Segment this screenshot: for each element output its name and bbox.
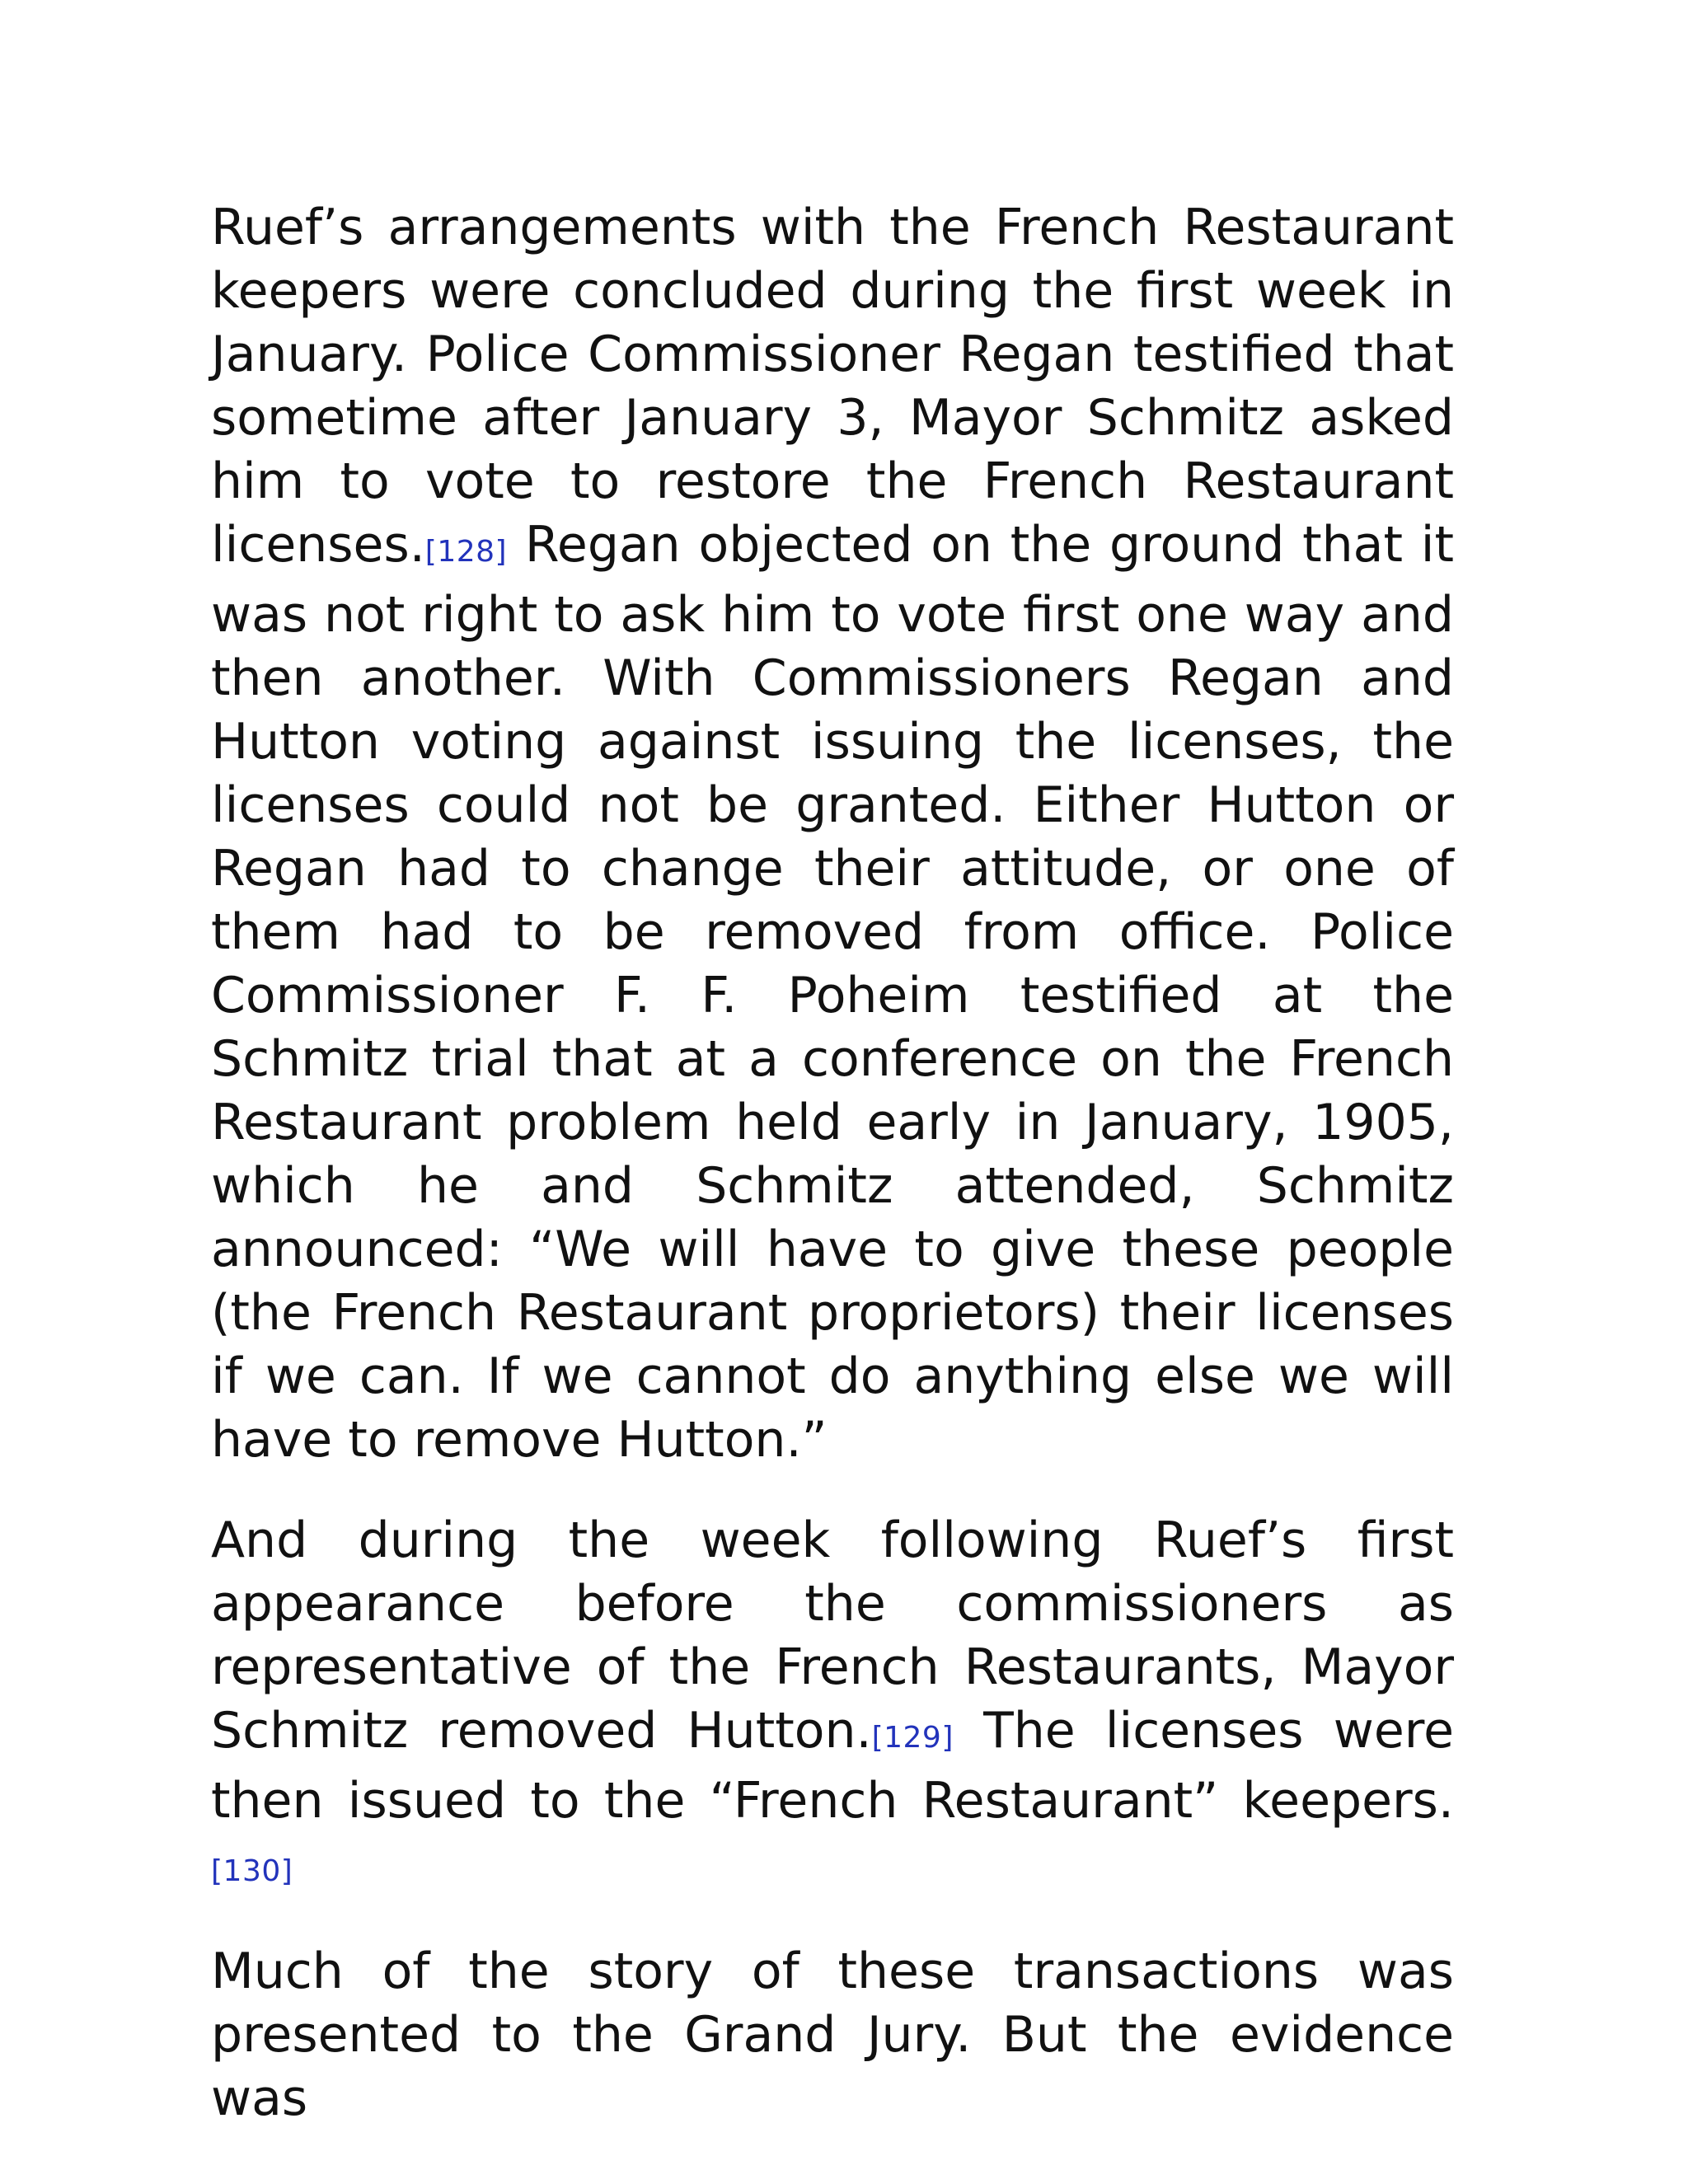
paragraph-2 [211,1509,1454,1903]
paragraph-text: Much of the story of these transactions was presented to the Grand Jury. But the evidence was [211,1943,1454,2127]
paragraph-text: And during the week following Ruef’s first appearance before the commissioners as representative of the French Restaurants, Mayor Schmitz removed Hutton. [211,1511,1454,1760]
paragraph-text: Ruef’s arrangements with the French Restaurant keepers were concluded during the first week in January. Police Commissioner Regan testified that sometime after January 3, Mayor Schmitz asked him to vote to restore the French Restaurant licenses. [211,199,1454,574]
paragraph-text: The licenses were then issued to the “French Restaurant” keepers. [211,1702,1454,1830]
paragraph-text: Regan objected on the ground that it was not right to ask him to vote first one way and then another. With Commissioners Regan and Hutton voting against issuing the licenses, the licenses could not be granted. Either Hutton or Regan had to change their attitude, or one of them had to be removed from office. Police Commissioner F. F. Poheim testified at the Schmitz trial that at a conference on the French Restaurant problem held early in January, 1905, which he and Schmitz attended, Schmitz announced: “We will have to give these people (the French Restaurant proprietors) their licenses if we can. If we cannot do anything else we will have to remove Hutton.” [211,516,1454,1469]
footnote-link-129[interactable]: [129] [871,1721,954,1755]
book-page [211,196,1454,2168]
footnote-link-128[interactable]: [128] [424,535,508,569]
paragraph-1 [211,196,1454,1472]
footnote-link-130[interactable]: [130] [211,1854,293,1888]
paragraph-3 [211,1940,1454,2130]
